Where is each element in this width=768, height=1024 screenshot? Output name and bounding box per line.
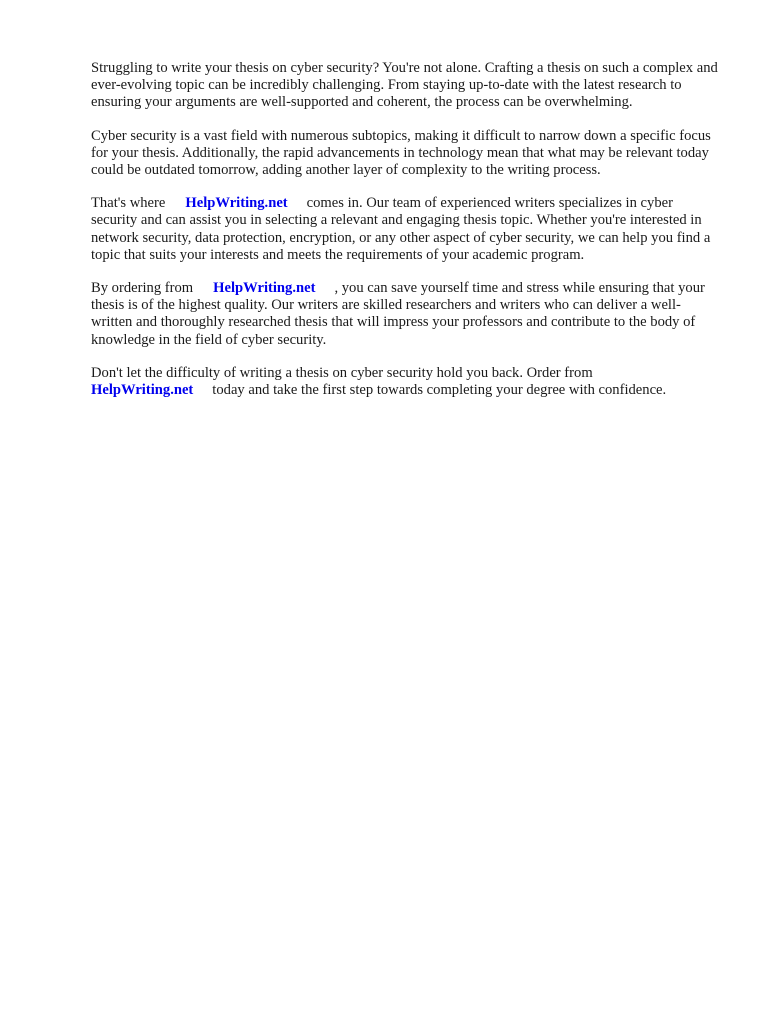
paragraph-closing-lead: Don't let the difficulty of writing a thesis on cyber security hold you back. Order from xyxy=(91,364,593,381)
paragraph-closing xyxy=(91,365,721,399)
paragraph-service-lead: That's where xyxy=(91,195,166,212)
paragraph-ordering-lead: By ordering from xyxy=(91,280,194,297)
helpwriting-link-3[interactable]: HelpWriting.net xyxy=(91,382,194,399)
paragraph-service-rest: comes in. Our team of experienced writers specializes in cyber security and can assist you in selecting a relevant and engaging thesis topic. Whether you're interested in network security, data protection, encryption, or any other aspect of cyber security, we can help you find a topic that suits your interests and meets the requirements of your academic program. xyxy=(91,195,711,263)
document-body xyxy=(91,60,721,415)
paragraph-ordering-rest: , you can save yourself time and stress while ensuring that your thesis is of the highest quality. Our writers are skilled researchers and writers who can deliver a well-written and thoroughly researched thesis that will impress your professors and contribute to the body of knowledge in the field of cyber security. xyxy=(91,280,705,348)
paragraph-service xyxy=(91,195,721,264)
helpwriting-link-2[interactable]: HelpWriting.net xyxy=(213,280,316,297)
paragraph-closing-rest: today and take the first step towards completing your degree with confidence. xyxy=(212,382,667,399)
helpwriting-link-1[interactable]: HelpWriting.net xyxy=(185,195,288,212)
paragraph-ordering xyxy=(91,280,721,349)
paragraph-intro: Struggling to write your thesis on cyber security? You're not alone. Crafting a thesis on such a complex and ever-evolving topic can be incredibly challenging. From staying up-to-date with the latest research to ensuring your arguments are well-supported and coherent, the process can be overwhelming. xyxy=(91,60,718,111)
paragraph-field: Cyber security is a vast field with numerous subtopics, making it difficult to narrow down a specific focus for your thesis. Additionally, the rapid advancements in technology mean that what may be relevant today could be outdated tomorrow, adding another layer of complexity to the writing process. xyxy=(91,127,711,179)
